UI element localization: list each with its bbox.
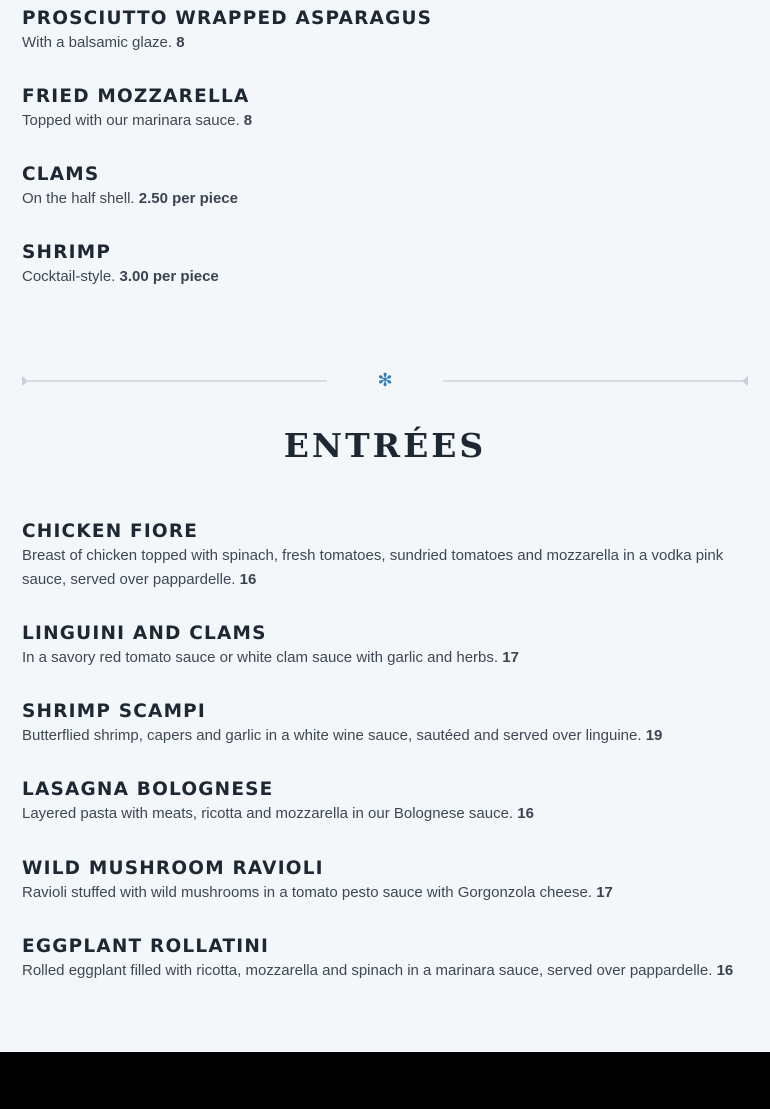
item-desc-text: Rolled eggplant filled with ricotta, mozzarella and spinach in a marinara sauce, served over pappardelle.: [22, 962, 713, 979]
item-name: LINGUINI AND CLAMS: [22, 623, 267, 644]
divider-line-left: [26, 380, 327, 382]
item-name: CHICKEN FIORE: [22, 521, 199, 542]
item-desc-text: On the half shell.: [22, 190, 135, 207]
item-price: 17: [596, 884, 613, 901]
item-desc-text: Butterflied shrimp, capers and garlic in a white wine sauce, sautéed and served over linguine.: [22, 727, 642, 744]
item-description: [22, 187, 748, 211]
item-price: 16: [716, 962, 734, 979]
item-name: SHRIMP SCAMPI: [22, 701, 207, 722]
item-description: [22, 802, 748, 826]
item-price: 19: [645, 727, 663, 744]
item-price: 8: [243, 112, 253, 129]
menu-item: [22, 164, 748, 211]
item-description: [22, 544, 748, 592]
menu-item: [22, 86, 748, 133]
menu-item: [22, 242, 748, 289]
snowflake-star-icon: ✻: [377, 370, 393, 391]
item-price: 3.00 per piece: [119, 268, 219, 285]
item-desc-text: In a savory red tomato sauce or white clam sauce with garlic and herbs.: [22, 649, 499, 666]
item-name: SHRIMP: [22, 242, 112, 263]
item-desc-text: Ravioli stuffed with wild mushrooms in a tomato pesto sauce with Gorgonzola cheese.: [22, 884, 593, 901]
item-description: [22, 31, 748, 55]
item-name: PROSCIUTTO WRAPPED ASPARAGUS: [22, 8, 433, 29]
item-price: 17: [502, 649, 519, 666]
item-description: [22, 265, 748, 289]
item-desc-text: With a balsamic glaze.: [22, 34, 173, 51]
item-name: WILD MUSHROOM RAVIOLI: [22, 858, 324, 879]
item-price: 2.50 per piece: [138, 190, 238, 207]
item-desc-text: Layered pasta with meats, ricotta and mozzarella in our Bolognese sauce.: [22, 805, 514, 822]
item-name: LASAGNA BOLOGNESE: [22, 779, 274, 800]
menu-item: [22, 779, 748, 826]
menu-item: [22, 8, 748, 55]
item-price: 16: [517, 805, 534, 822]
menu-item: [22, 623, 748, 670]
item-name: CLAMS: [22, 164, 100, 185]
section-divider: [22, 372, 748, 390]
menu-item: [22, 521, 748, 592]
item-description: [22, 881, 748, 905]
item-desc-text: Topped with our marinara sauce.: [22, 112, 240, 129]
item-desc-text: Breast of chicken topped with spinach, fresh tomatoes, sundried tomatoes and mozzarella in a vodka pink sauce, served over pappardelle.: [22, 547, 724, 588]
menu-item: [22, 701, 748, 748]
item-description: [22, 959, 748, 983]
item-price: 8: [176, 34, 185, 51]
item-name: FRIED MOZZARELLA: [22, 86, 250, 107]
menu-item: [22, 936, 748, 983]
menu-item: [22, 858, 748, 905]
item-name: EGGPLANT ROLLATINI: [22, 936, 270, 957]
item-desc-text: Cocktail-style.: [22, 268, 116, 285]
divider-line-right: [443, 380, 744, 382]
section-title-entrees: ENTRÉES: [283, 426, 487, 465]
item-description: [22, 646, 748, 670]
item-price: 16: [239, 571, 257, 588]
item-description: [22, 109, 748, 133]
divider-cap-right: [742, 376, 748, 386]
item-description: [22, 724, 748, 748]
